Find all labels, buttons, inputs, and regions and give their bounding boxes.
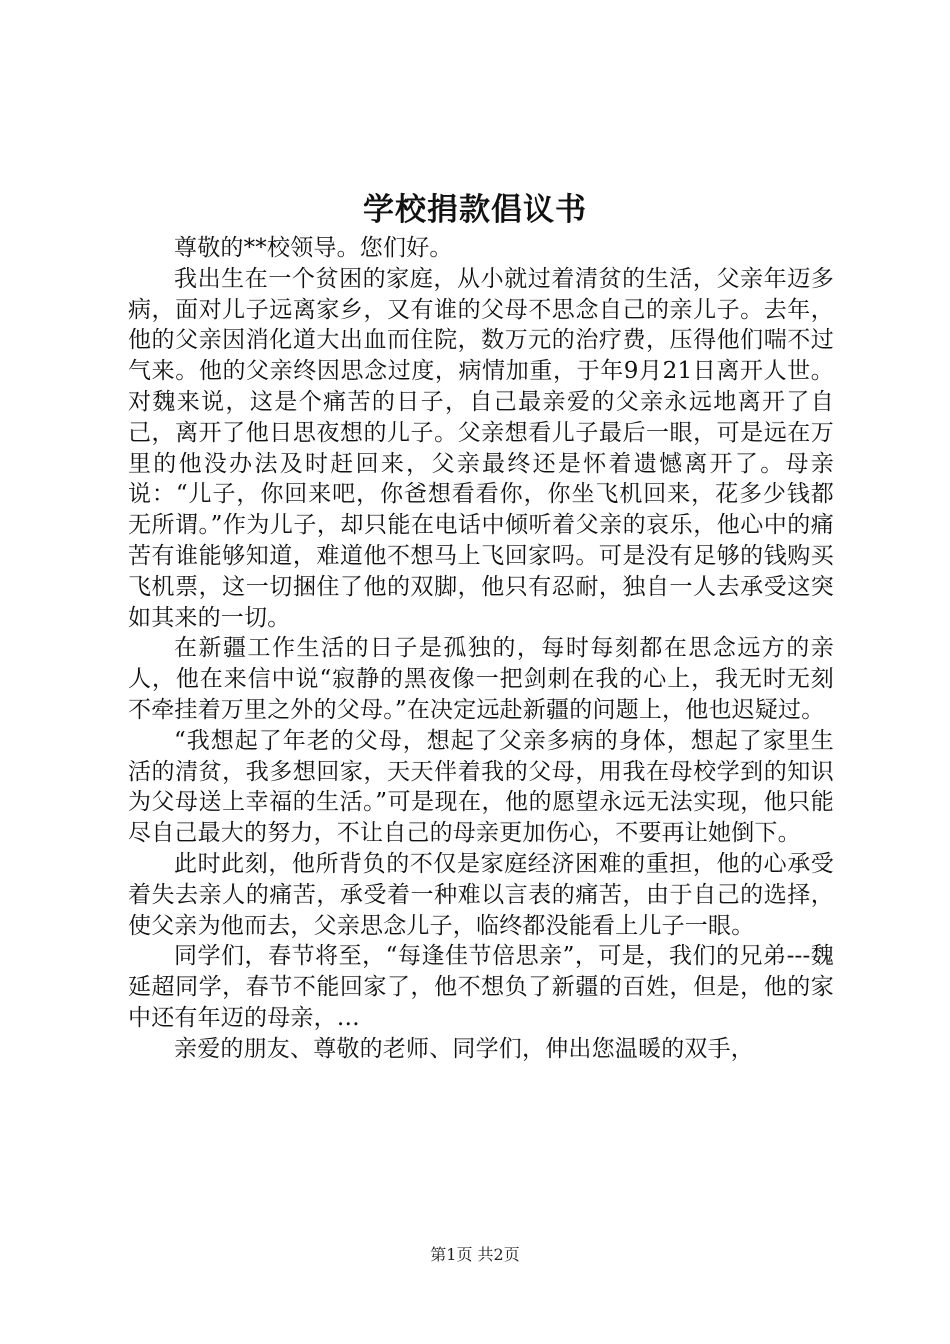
paragraph: 此时此刻，他所背负的不仅是家庭经济困难的重担，他的心承受着失去亲人的痛苦，承受着一种难以言表的痛苦，由于自己的选择，使父亲为他而去，父亲思念儿子，临终都没能看上儿子一眼。 (128, 850, 834, 939)
paragraph: 我出生在一个贫困的家庭，从小就过着清贫的生活，父亲年迈多病，面对儿子远离家乡，又有谁的父母不思念自己的亲儿子。去年，他的父亲因消化道大出血而住院，数万元的治疗费，压得他们喘不过气来。他的父亲终因思念过度，病情加重，于年9月21日离开人世。对魏来说，这是个痛苦的日子，自己最亲爱的父亲永远地离开了自己，离开了他日思夜想的儿子。父亲想看儿子最后一眼，可是远在万里的他没办法及时赶回来，父亲最终还是怀着遗憾离开了。母亲说：“儿子，你回来吧，你爸想看看你，你坐飞机回来，花多少钱都无所谓。”作为儿子，却只能在电话中倾听着父亲的哀乐，他心中的痛苦有谁能够知道，难道他不想马上飞回家吗。可是没有足够的钱购买飞机票，这一切捆住了他的双脚，他只有忍耐，独自一人去承受这突如其来的一切。 (128, 265, 834, 631)
document-body (128, 233, 834, 1065)
paragraph: “我想起了年老的父母，想起了父亲多病的身体，想起了家里生活的清贫，我多想回家，天天伴着我的父母，用我在母校学到的知识为父母送上幸福的生活。”可是现在，他的愿望永远无法实现，他只能尽自己最大的努力，不让自己的母亲更加伤心，不要再让她倒下。 (128, 727, 834, 847)
paragraph-salutation: 尊敬的**校领导。您们好。 (174, 235, 453, 261)
paragraph: 同学们，春节将至，“每逢佳节倍思亲”，可是，我们的兄弟---魏延超同学，春节不能回家了，他不想负了新疆的百姓，但是，他的家中还有年迈的母亲，… (128, 943, 834, 1031)
document-title: 学校捐款倡议书 (363, 192, 587, 228)
paragraph: 亲爱的朋友、尊敬的老师、同学们，伸出您温暖的双手， (174, 1035, 754, 1062)
paragraph: 在新疆工作生活的日子是孤独的，每时每刻都在思念远方的亲人，他在来信中说“寂静的黑夜像一把剑刺在我的心上，我无时无刻不牵挂着万里之外的父母。”在决定远赴新疆的问题上，他也迟疑过。 (128, 635, 834, 723)
page-number-footer: 第1页 共2页 (430, 1245, 520, 1264)
